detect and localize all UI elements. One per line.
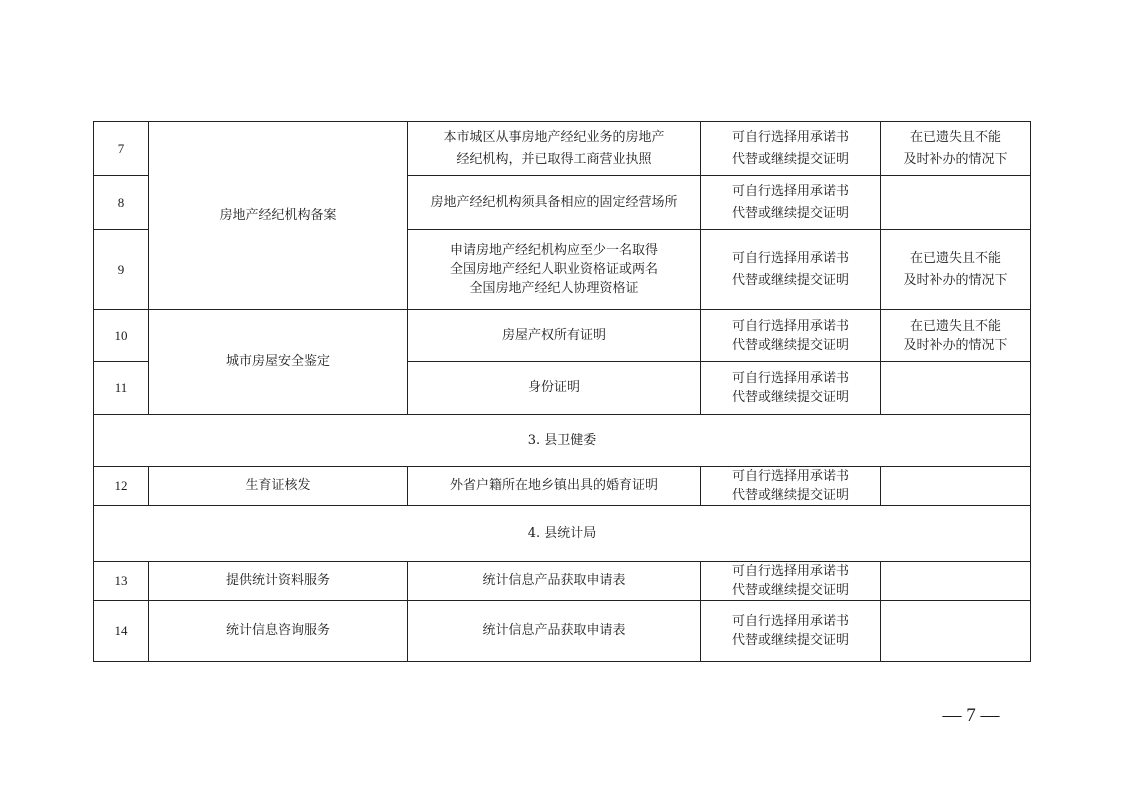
row-number: 12 — [94, 467, 149, 506]
table-row — [94, 562, 1031, 601]
method-line: 可自行选择用承诺书 — [731, 469, 849, 484]
material-cell — [408, 601, 701, 662]
method-line: 代替或继续提交证明 — [731, 488, 849, 503]
item-name: 城市房屋安全鉴定 — [149, 310, 408, 415]
note-line: 及时补办的情况下 — [903, 337, 1008, 353]
method-line: 可自行选择用承诺书 — [731, 318, 849, 334]
item-name: 生育证核发 — [149, 467, 408, 506]
material-cell — [408, 362, 701, 415]
section-row — [94, 506, 1031, 562]
note-line: 在已遗失且不能 — [909, 318, 1001, 334]
material-cell — [408, 562, 701, 601]
item-name: 提供统计资料服务 — [149, 562, 408, 601]
row-number: 7 — [94, 122, 149, 176]
note-cell — [881, 601, 1031, 662]
material-line: 全国房地产经纪人协理资格证 — [469, 281, 639, 296]
section-heading: 4. 县统计局 — [94, 506, 1031, 562]
note-line: 及时补办的情况下 — [903, 151, 1008, 167]
method-line: 可自行选择用承诺书 — [731, 614, 849, 629]
material-cell — [408, 176, 701, 230]
method-line: 代替或继续提交证明 — [731, 633, 849, 648]
method-cell — [701, 310, 881, 362]
item-name: 统计信息咨询服务 — [149, 601, 408, 662]
material-line: 全国房地产经纪人职业资格证或两名 — [449, 262, 658, 277]
method-line: 代替或继续提交证明 — [731, 205, 849, 221]
method-line: 可自行选择用承诺书 — [731, 564, 849, 579]
section-heading: 3. 县卫健委 — [94, 415, 1031, 467]
row-number: 8 — [94, 176, 149, 230]
note-line: 及时补办的情况下 — [903, 272, 1008, 288]
note-cell — [881, 467, 1031, 506]
table-row — [94, 601, 1031, 662]
note-cell — [881, 562, 1031, 601]
note-line: 在已遗失且不能 — [909, 250, 1001, 266]
method-cell — [701, 362, 881, 415]
material-cell — [408, 467, 701, 506]
method-line: 可自行选择用承诺书 — [731, 371, 849, 386]
item-name: 房地产经纪机构备案 — [149, 122, 408, 310]
note-cell — [881, 230, 1031, 310]
material-line: 房屋产权所有证明 — [501, 327, 606, 343]
row-number: 10 — [94, 310, 149, 362]
material-line: 外省户籍所在地乡镇出具的婚育证明 — [449, 478, 658, 493]
method-cell — [701, 601, 881, 662]
row-number: 11 — [94, 362, 149, 415]
approval-table-container — [93, 121, 1030, 662]
method-line: 代替或继续提交证明 — [731, 390, 849, 405]
material-line: 房地产经纪机构须具备相应的固定经营场所 — [430, 194, 678, 210]
method-line: 代替或继续提交证明 — [731, 272, 849, 288]
material-line: 申请房地产经纪机构应至少一名取得 — [449, 243, 658, 258]
material-line: 身份证明 — [527, 380, 580, 395]
table-row — [94, 467, 1031, 506]
method-cell — [701, 122, 881, 176]
row-number: 13 — [94, 562, 149, 601]
certificate-replacement-table — [93, 121, 1031, 662]
method-line: 可自行选择用承诺书 — [731, 250, 849, 266]
note-cell — [881, 122, 1031, 176]
note-line: 在已遗失且不能 — [909, 129, 1001, 145]
method-cell — [701, 562, 881, 601]
material-line: 本市城区从事房地产经纪业务的房地产 — [443, 129, 665, 145]
page-number: — 7 — — [942, 705, 1000, 726]
material-line: 经纪机构，并已取得工商营业执照 — [456, 151, 652, 167]
row-number: 9 — [94, 230, 149, 310]
material-cell — [408, 122, 701, 176]
method-cell — [701, 467, 881, 506]
table-row — [94, 122, 1031, 176]
method-line: 代替或继续提交证明 — [731, 151, 849, 167]
method-line: 可自行选择用承诺书 — [731, 183, 849, 199]
method-line: 代替或继续提交证明 — [731, 337, 849, 353]
method-cell — [701, 230, 881, 310]
table-row — [94, 310, 1031, 362]
note-cell — [881, 176, 1031, 230]
material-cell — [408, 230, 701, 310]
note-cell — [881, 362, 1031, 415]
material-line: 统计信息产品获取申请表 — [482, 573, 626, 588]
section-row — [94, 415, 1031, 467]
row-number: 14 — [94, 601, 149, 662]
note-cell — [881, 310, 1031, 362]
method-line: 可自行选择用承诺书 — [731, 129, 849, 145]
material-cell — [408, 310, 701, 362]
method-line: 代替或继续提交证明 — [731, 583, 849, 598]
method-cell — [701, 176, 881, 230]
material-line: 统计信息产品获取申请表 — [482, 623, 626, 638]
